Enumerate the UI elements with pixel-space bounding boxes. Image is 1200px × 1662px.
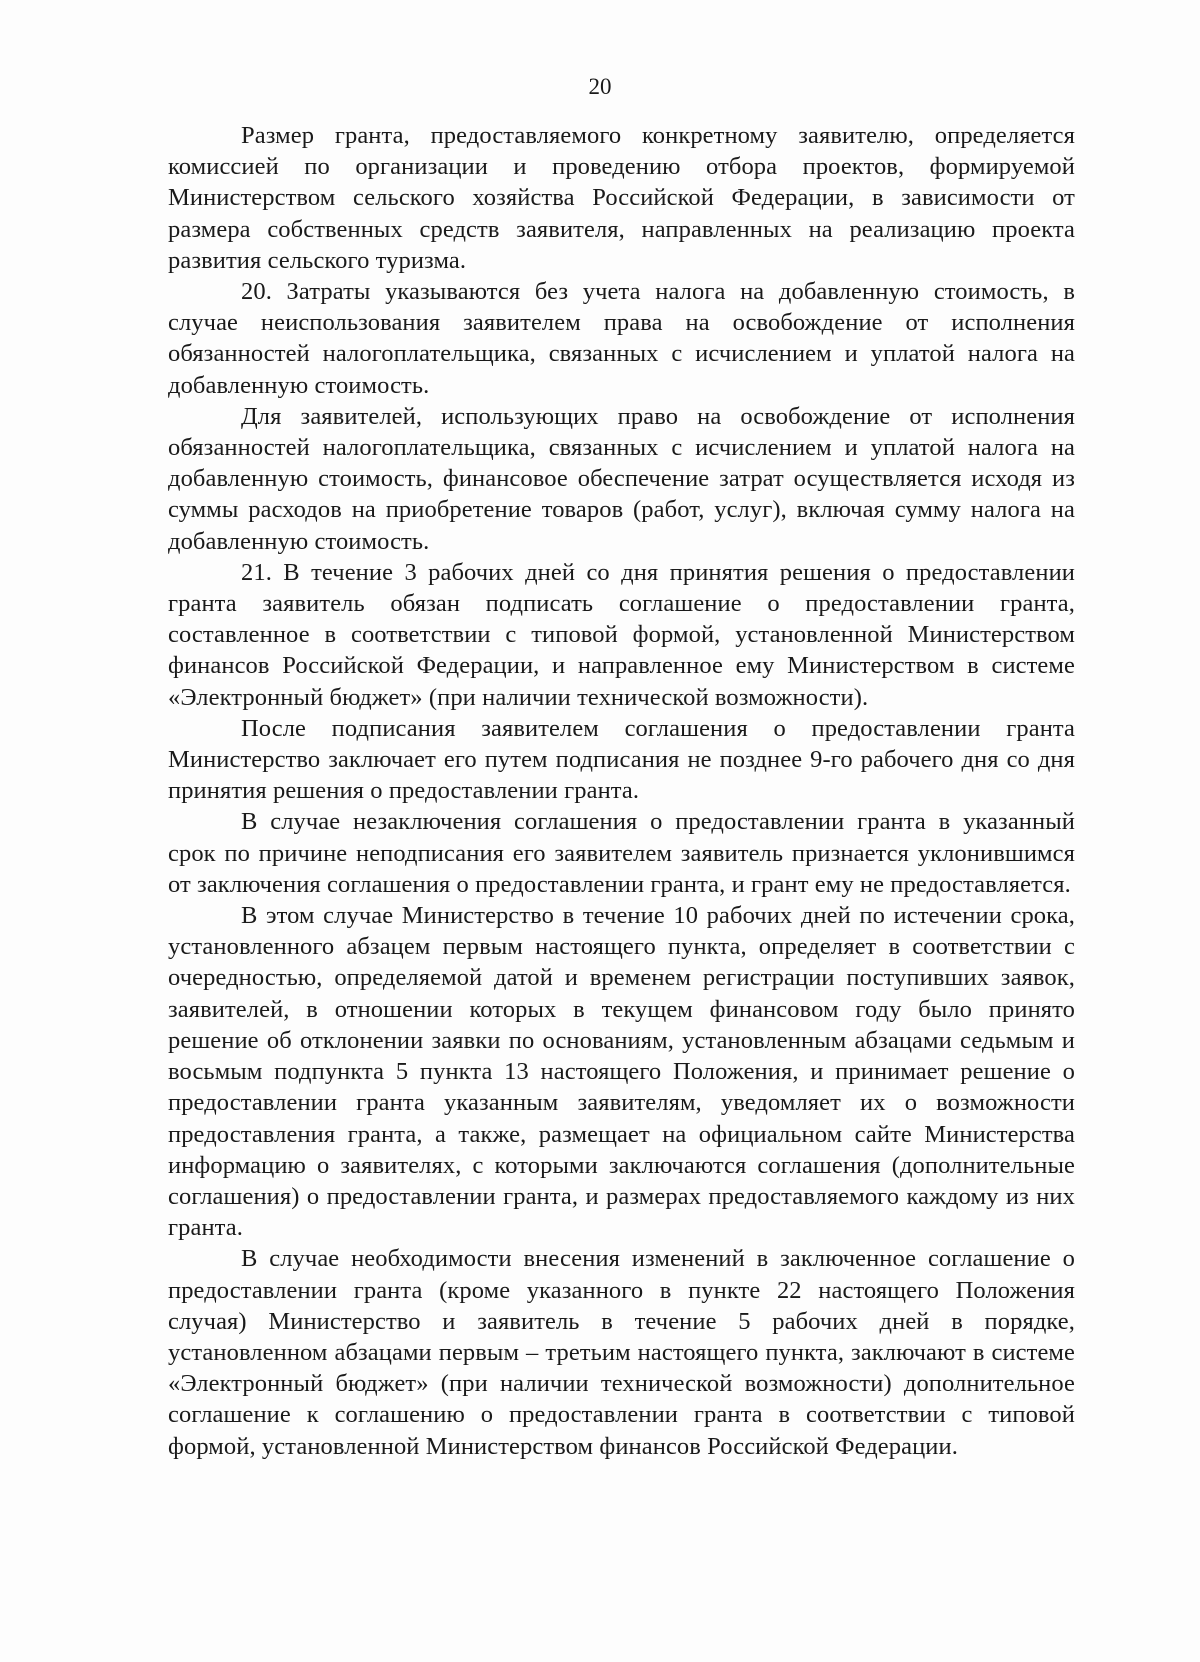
paragraph-non-conclusion: В случае незаключения соглашения о предоставлении гранта в указанный срок по причине неподписания его заявителем заявитель признается уклонившимся от заключения соглашения о предоставлении гранта, и грант ему не предоставляется. xyxy=(168,808,1075,898)
paragraph-signing: После подписания заявителем соглашения о предоставлении гранта Министерство заключает его путем подписания не позднее 9-го рабочего дня со дня принятия решения о предоставлении гранта. xyxy=(168,714,1075,805)
paragraph-ministry-procedure: В этом случае Министерство в течение 10 рабочих дней по истечении срока, установленного абзацем первым настоящего пункта, определяет в соответствии с очередностью, определяемой датой и временем регистрации поступивших заявок, заявителей, в отношении которых в текущем финансовом году было принято решение об отклонении заявки по основаниям, установленным абзацами седьмым и восьмым подпункта 5 пункта 13 настоящего Положения, и принимает решение о предоставлении гранта указанным заявителям, уведомляет их о возможности предоставления гранта, а также, размещает на официальном сайте Министерства информацию о заявителях, с которыми заключаются соглашения (дополнительные соглашения) о предоставлении гранта, и размерах предоставляемого каждому из них гранта. xyxy=(168,902,1075,1242)
paragraph-grant-size: Размер гранта, предоставляемого конкретному заявителю, определяется комиссией по организации и проведению отбора проектов, формируемой Министерством сельского хозяйства Российской Федерации, в зависимости от размера собственных средств заявителя, направленных на реализацию проекта развития сельского туризма. xyxy=(168,122,1075,274)
page-number: 20 xyxy=(588,74,612,99)
paragraph-vat-exemption: Для заявителей, использующих право на освобождение от исполнения обязанностей налогоплательщика, связанных с исчислением и уплатой налога на добавленную стоимость, финансовое обеспечение затрат осуществляется исходя из суммы расходов на приобретение товаров (работ, услуг), включая сумму налога на добавленную стоимость. xyxy=(168,402,1075,555)
paragraph-amendments: В случае необходимости внесения изменений в заключенное соглашение о предоставлении гранта (кроме указанного в пункте 22 настоящего Положения случая) Министерство и заявитель в течение 5 рабочих дней в порядке, установленном абзацами первым – третьим настоящего пункта, заключают в системе «Электронный бюджет» (при наличии технической возможности) дополнительное соглашение к соглашению о предоставлении гранта в соответствии с типовой формой, установленной Министерством финансов Российской Федерации. xyxy=(168,1245,1075,1460)
paragraph-item-20: 20. Затраты указываются без учета налога на добавленную стоимость, в случае неиспользования заявителем права на освобождение от исполнения обязанностей налогоплательщика, связанных с исчислением и уплатой налога на добавленную стоимость. xyxy=(168,278,1075,399)
paragraph-item-21: 21. В течение 3 рабочих дней со дня принятия решения о предоставлении гранта заявитель обязан подписать соглашение о предоставлении гранта, составленное в соответствии с типовой формой, установленной Министерством финансов Российской Федерации, и направленное ему Министерством в системе «Электронный бюджет» (при наличии технической возможности). xyxy=(168,558,1075,711)
document-body xyxy=(168,120,1075,1462)
